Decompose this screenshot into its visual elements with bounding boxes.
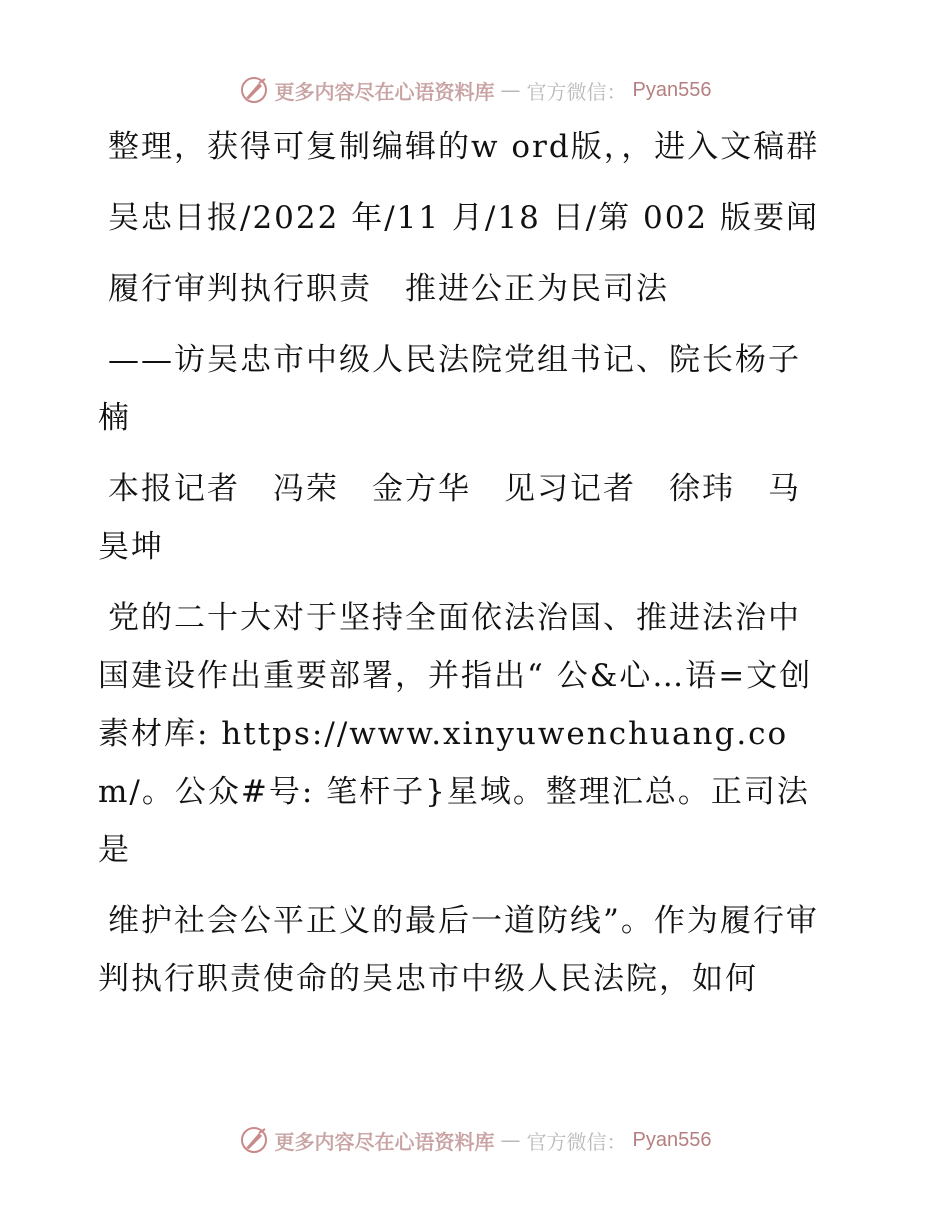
header-watermark	[0, 70, 950, 110]
watermark-separator: —	[500, 1128, 521, 1152]
feather-pen-icon	[239, 75, 269, 105]
document-paragraph: 维护社会公平正义的最后一道防线”。作为履行审判执行职责使命的吴忠市中级人民法院，如何	[98, 903, 819, 997]
watermark-main-text: 更多内容尽在心语资料库	[274, 1129, 495, 1154]
watermark-wechat-id: Pyan556	[632, 1128, 712, 1151]
footer-watermark	[0, 1120, 950, 1160]
document-paragraph: 整理，获得可复制编辑的w ord版，，进入文稿群	[108, 129, 820, 165]
document-paragraph: 本报记者 冯荣 金方华 见习记者 徐玮 马昊坤	[98, 471, 801, 565]
watermark-wechat-label: 官方微信：	[526, 79, 627, 104]
document-paragraph: ——访吴忠市中级人民法院党组书记、院长杨子楠	[98, 342, 801, 436]
document-paragraph: 履行审判执行职责 推进公正为民司法	[108, 271, 669, 307]
feather-pen-icon	[239, 1125, 269, 1155]
watermark-main-text: 更多内容尽在心语资料库	[274, 79, 495, 104]
watermark-wechat-id: Pyan556	[632, 78, 712, 101]
watermark-separator: —	[500, 78, 521, 102]
document-body	[98, 118, 833, 1021]
document-paragraph: 吴忠日报/2022 年/11 月/18 日/第 002 版要闻	[108, 200, 820, 236]
document-paragraph: 党的二十大对于坚持全面依法治国、推进法治中国建设作出重要部署，并指出“ 公&心…语=文创素材库: https://www.xinyuwenchuang.com/。公众#号: 笔杆子}星域。整理汇总。正司法是	[98, 600, 813, 868]
watermark-wechat-label: 官方微信：	[526, 1129, 627, 1154]
